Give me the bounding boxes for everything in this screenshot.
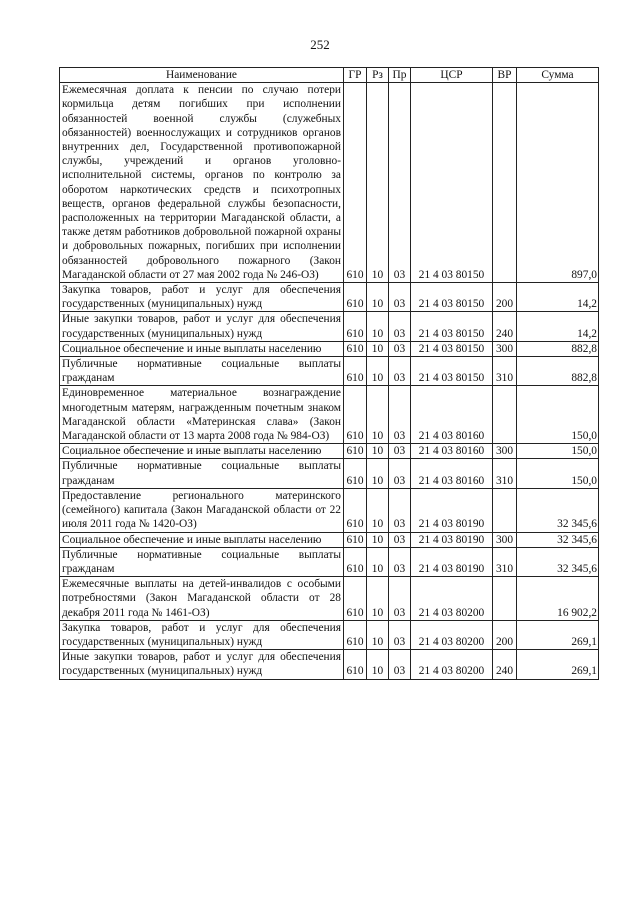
header-vr: ВР	[493, 68, 517, 83]
row-vr: 300	[493, 444, 517, 459]
row-gr: 610	[344, 577, 367, 621]
header-gr: ГР	[344, 68, 367, 83]
table-row	[60, 386, 599, 444]
row-name: Социальное обеспечение и иные выплаты населению	[60, 444, 344, 459]
row-name: Ежемесячная доплата к пенсии по случаю потери кормильца детям погибших при исполнении обязанностей военной службы (служебных обязанностей) военнослужащих и сотрудников органов внутренних дел, Государственной противопожарной службы, учреждений и органов уголовно-исполнительной системы, органов по контролю за оборотом наркотических средств и психотропных веществ, органов федеральной службы безопасности, расположенных на территории Магаданской области, а также детям работников добровольной пожарной охраны и добровольных пожарных, погибших при исполнении обязанностей добровольного пожарного (Закон Магаданской области от 27 мая 2002 года № 246-ОЗ)	[60, 83, 344, 283]
row-vr: 310	[493, 547, 517, 576]
row-csr: 21 4 03 80190	[411, 488, 493, 532]
row-pr: 03	[389, 577, 411, 621]
row-csr: 21 4 03 80190	[411, 532, 493, 547]
row-gr: 610	[344, 386, 367, 444]
row-sum: 150,0	[517, 386, 599, 444]
header-pr: Пр	[389, 68, 411, 83]
row-rz: 10	[367, 283, 389, 312]
row-rz: 10	[367, 577, 389, 621]
budget-table	[59, 67, 599, 680]
row-gr: 610	[344, 341, 367, 356]
row-rz: 10	[367, 444, 389, 459]
table-row	[60, 83, 599, 283]
row-rz: 10	[367, 386, 389, 444]
row-csr: 21 4 03 80160	[411, 459, 493, 488]
row-pr: 03	[389, 650, 411, 679]
row-vr: 240	[493, 650, 517, 679]
row-csr: 21 4 03 80190	[411, 547, 493, 576]
row-name: Закупка товаров, работ и услуг для обеспечения государственных (муниципальных) нужд	[60, 283, 344, 312]
header-name: Наименование	[60, 68, 344, 83]
row-vr: 300	[493, 532, 517, 547]
row-vr	[493, 386, 517, 444]
page-number: 252	[310, 37, 330, 52]
row-rz: 10	[367, 547, 389, 576]
table-row	[60, 547, 599, 576]
row-rz: 10	[367, 488, 389, 532]
header-csr: ЦСР	[411, 68, 493, 83]
row-gr: 610	[344, 532, 367, 547]
row-name: Единовременное материальное вознаграждение многодетным матерям, награжденным почетным знаком Магаданской области «Материнская слава» (Закон Магаданской области от 13 марта 2008 года № 984-ОЗ)	[60, 386, 344, 444]
row-pr: 03	[389, 357, 411, 386]
row-vr: 310	[493, 357, 517, 386]
row-gr: 610	[344, 547, 367, 576]
table-row	[60, 577, 599, 621]
row-gr: 610	[344, 283, 367, 312]
row-csr: 21 4 03 80150	[411, 83, 493, 283]
row-pr: 03	[389, 444, 411, 459]
row-vr: 200	[493, 620, 517, 649]
row-sum: 897,0	[517, 83, 599, 283]
row-gr: 610	[344, 620, 367, 649]
row-rz: 10	[367, 357, 389, 386]
row-sum: 14,2	[517, 312, 599, 341]
table-row	[60, 283, 599, 312]
row-csr: 21 4 03 80160	[411, 444, 493, 459]
row-name: Иные закупки товаров, работ и услуг для обеспечения государственных (муниципальных) нужд	[60, 650, 344, 679]
table-row	[60, 459, 599, 488]
row-gr: 610	[344, 650, 367, 679]
row-sum: 269,1	[517, 650, 599, 679]
row-gr: 610	[344, 488, 367, 532]
row-vr: 300	[493, 341, 517, 356]
header-rz: Рз	[367, 68, 389, 83]
row-name: Закупка товаров, работ и услуг для обеспечения государственных (муниципальных) нужд	[60, 620, 344, 649]
row-pr: 03	[389, 620, 411, 649]
row-csr: 21 4 03 80150	[411, 312, 493, 341]
row-sum: 32 345,6	[517, 488, 599, 532]
row-rz: 10	[367, 532, 389, 547]
table-row	[60, 620, 599, 649]
row-csr: 21 4 03 80160	[411, 386, 493, 444]
row-gr: 610	[344, 357, 367, 386]
row-vr: 310	[493, 459, 517, 488]
row-sum: 150,0	[517, 459, 599, 488]
row-pr: 03	[389, 488, 411, 532]
row-sum: 882,8	[517, 357, 599, 386]
row-gr: 610	[344, 312, 367, 341]
row-pr: 03	[389, 312, 411, 341]
row-gr: 610	[344, 83, 367, 283]
row-sum: 32 345,6	[517, 547, 599, 576]
row-pr: 03	[389, 283, 411, 312]
table-header-row	[60, 68, 599, 83]
row-name: Социальное обеспечение и иные выплаты населению	[60, 532, 344, 547]
row-sum: 150,0	[517, 444, 599, 459]
row-pr: 03	[389, 83, 411, 283]
table-row	[60, 444, 599, 459]
header-sum: Сумма	[517, 68, 599, 83]
row-name: Социальное обеспечение и иные выплаты населению	[60, 341, 344, 356]
row-vr	[493, 83, 517, 283]
row-gr: 610	[344, 459, 367, 488]
row-csr: 21 4 03 80200	[411, 577, 493, 621]
row-name: Предоставление регионального материнского (семейного) капитала (Закон Магаданской области от 22 июля 2011 года № 1420-ОЗ)	[60, 488, 344, 532]
row-pr: 03	[389, 341, 411, 356]
table-row	[60, 650, 599, 679]
row-rz: 10	[367, 83, 389, 283]
row-csr: 21 4 03 80150	[411, 283, 493, 312]
row-rz: 10	[367, 620, 389, 649]
row-name: Публичные нормативные социальные выплаты гражданам	[60, 459, 344, 488]
row-vr	[493, 488, 517, 532]
row-rz: 10	[367, 341, 389, 356]
row-csr: 21 4 03 80150	[411, 341, 493, 356]
row-name: Публичные нормативные социальные выплаты гражданам	[60, 547, 344, 576]
row-name: Ежемесячные выплаты на детей-инвалидов с особыми потребностями (Закон Магаданской области от 28 декабря 2011 года № 1461-ОЗ)	[60, 577, 344, 621]
row-csr: 21 4 03 80200	[411, 620, 493, 649]
row-vr: 240	[493, 312, 517, 341]
row-rz: 10	[367, 459, 389, 488]
row-csr: 21 4 03 80150	[411, 357, 493, 386]
row-gr: 610	[344, 444, 367, 459]
row-rz: 10	[367, 312, 389, 341]
row-sum: 16 902,2	[517, 577, 599, 621]
table-row	[60, 532, 599, 547]
row-csr: 21 4 03 80200	[411, 650, 493, 679]
row-sum: 14,2	[517, 283, 599, 312]
row-vr: 200	[493, 283, 517, 312]
row-sum: 269,1	[517, 620, 599, 649]
row-name: Публичные нормативные социальные выплаты гражданам	[60, 357, 344, 386]
table-row	[60, 488, 599, 532]
row-pr: 03	[389, 532, 411, 547]
row-rz: 10	[367, 650, 389, 679]
table-row	[60, 312, 599, 341]
row-sum: 882,8	[517, 341, 599, 356]
row-vr	[493, 577, 517, 621]
row-name: Иные закупки товаров, работ и услуг для обеспечения государственных (муниципальных) нужд	[60, 312, 344, 341]
table-row	[60, 357, 599, 386]
row-pr: 03	[389, 547, 411, 576]
table-row	[60, 341, 599, 356]
row-pr: 03	[389, 459, 411, 488]
row-sum: 32 345,6	[517, 532, 599, 547]
row-pr: 03	[389, 386, 411, 444]
